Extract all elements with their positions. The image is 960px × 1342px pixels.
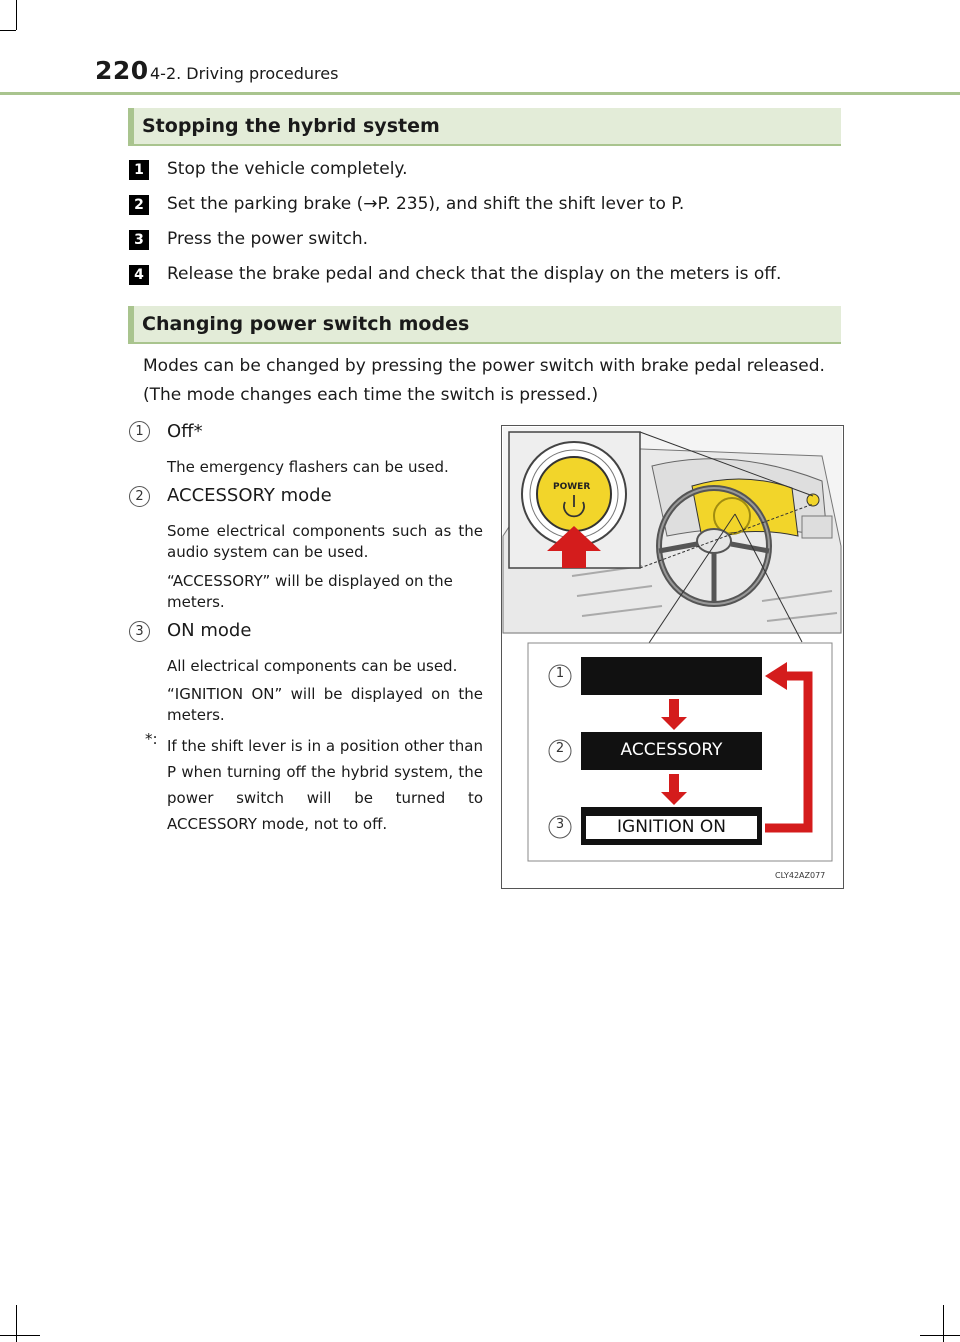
crop-mark (0, 30, 16, 31)
item-number: 1 (129, 421, 150, 442)
modes-intro-2: (The mode changes each time the switch is pressed.) (143, 385, 599, 405)
step-text: Set the parking brake (→P. 235), and shift the shift lever to P. (167, 194, 685, 214)
display-accessory: ACCESSORY (620, 740, 723, 760)
crop-mark (920, 1335, 960, 1336)
footnote-text: If the shift lever is in a position other than P when turning off the hybrid system, the power switch will be turned to ACCESSORY mode, not to off. (167, 737, 483, 833)
modes-intro-1: Modes can be changed by pressing the power switch with brake pedal released. (143, 356, 825, 376)
mode-title-off: Off* (167, 421, 203, 442)
step-number: 1 (129, 160, 149, 180)
crop-mark (943, 1305, 944, 1342)
step-text: Release the brake pedal and check that the display on the meters is off. (167, 264, 782, 284)
section-heading-modes (128, 306, 841, 344)
display-number: 3 (555, 817, 565, 832)
figure-code: CLY42AZ077 (775, 871, 826, 880)
page-number: 220 (95, 56, 149, 85)
step-text: Stop the vehicle completely. (167, 159, 408, 179)
mode-desc: “ACCESSORY” will be displayed on the meters. (167, 572, 453, 611)
power-label: POWER (553, 482, 591, 492)
item-number: 3 (129, 621, 150, 642)
mode-title-accessory: ACCESSORY mode (167, 485, 332, 506)
mode-desc: “IGNITION ON” will be displayed on the meters. (167, 685, 483, 724)
mode-title-on: ON mode (167, 620, 252, 641)
heading-bar (128, 306, 134, 342)
step-number: 2 (129, 195, 149, 215)
header-divider (0, 92, 960, 95)
item-number: 2 (129, 486, 150, 507)
heading-text: Stopping the hybrid system (142, 115, 440, 137)
mode-desc: All electrical components can be used. (167, 657, 458, 675)
heading-text: Changing power switch modes (142, 313, 470, 335)
power-switch-figure (501, 425, 844, 889)
footnote-mark: *: (145, 730, 158, 748)
crop-mark (16, 0, 17, 30)
step-number: 3 (129, 230, 149, 250)
step-number: 4 (129, 265, 149, 285)
display-number: 2 (555, 741, 565, 756)
section-title: 4-2. Driving procedures (150, 64, 339, 83)
display-number: 1 (555, 666, 565, 681)
crop-mark (16, 1305, 17, 1342)
mode-desc: Some electrical components such as the audio system can be used. (167, 522, 483, 561)
crop-mark (0, 1335, 40, 1336)
display-ignition-on: IGNITION ON (617, 817, 726, 837)
heading-bar (128, 108, 134, 144)
section-heading-stopping (128, 108, 841, 146)
mode-desc: The emergency flashers can be used. (167, 458, 449, 476)
step-text: Press the power switch. (167, 229, 369, 249)
